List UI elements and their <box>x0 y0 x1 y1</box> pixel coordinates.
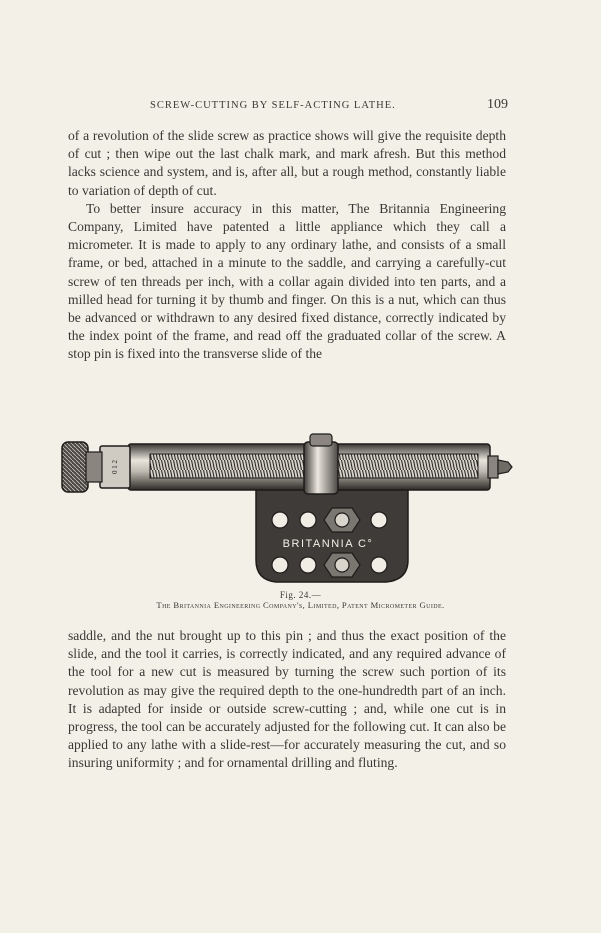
running-title: SCREW-CUTTING BY SELF-ACTING LATHE. <box>150 100 396 111</box>
upper-text-block <box>68 127 506 364</box>
end-fitting <box>488 456 498 478</box>
paragraph-micrometer: To better insure accuracy in this matter, The Britannia Engineering Company, Limited have patented a little appliance which they call a micrometer. It is made to apply to any ordinary lathe, and consists of a small frame, or bed, attached in a minute to the saddle, and carrying a carefully-cut screw of ten threads per inch, with a collar again divided into ten parts, and a milled head for turning it by thumb and finger. On this is a nut, which can thus be advanced or withdrawn to any desired fixed distance, correctly indicated by the index point of the frame, and read off the graduated collar of the screw. A stop pin is fixed into the transverse slide of the <box>68 200 506 362</box>
page-number: 109 <box>487 97 508 112</box>
figure-description: The Britannia Engineering Company's, Limited, Patent Micrometer Guide. <box>156 600 445 610</box>
micrometer-illustration <box>56 420 520 590</box>
milled-head <box>62 442 88 492</box>
paragraph-saddle: saddle, and the nut brought up to this pin ; and thus the exact position of the slide, and the tool it carries, is correctly indicated, and any required advance of the tool for a new cut is measured by turning the screw such portion of its revolution as may give the required depth to the one-hundredth part of an inch. It is adapted for inside or outside screw-cutting ; and, while one cut is in progress, the tool can be accurately adjusted for the following cut. It can also be applied to any lathe with a slide-rest—for accurately measuring the cut, and so insuring uniformity ; and for ornamental drilling and fluting. <box>68 628 506 771</box>
micrometer-drawing <box>56 420 520 590</box>
sliding-nut <box>304 442 338 494</box>
collar-marks: 0 1 2 <box>111 460 119 474</box>
figure-label: Fig. 24.— <box>279 590 322 600</box>
paragraph-continuation: of a revolution of the slide screw as practice shows will give the requisite depth of cut ; then wipe out the last chalk mark, and mark afresh. But this method lacks science and system, and is, after all, but a rough method, constantly liable to variation of depth of cut. <box>68 128 506 198</box>
plate-lettering: BRITANNIA C° <box>282 538 374 550</box>
figure-caption <box>20 590 581 610</box>
lower-text-block <box>68 627 506 773</box>
